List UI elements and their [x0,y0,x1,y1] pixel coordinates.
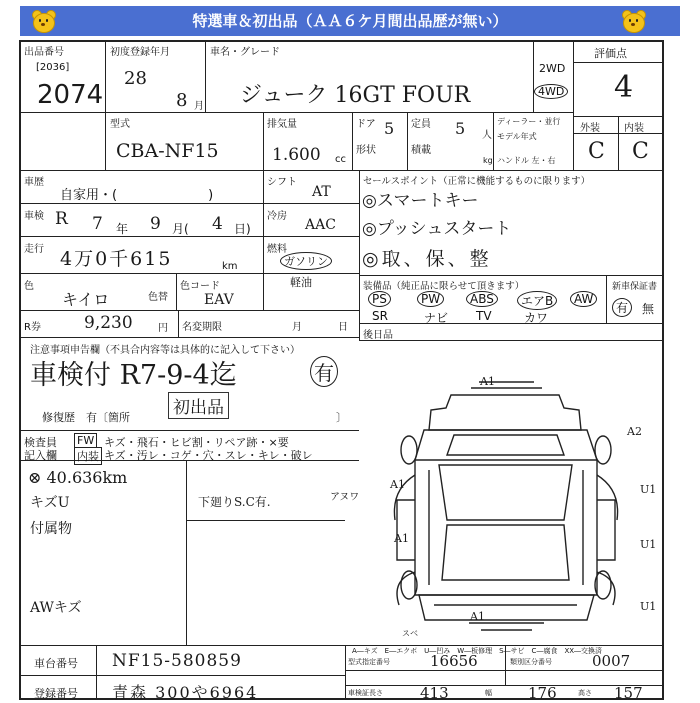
displacement-unit: cc [335,154,346,165]
height-label: 高さ [578,689,592,697]
notice-label: 注意事項申告欄（不具合内容等は具体的に記入して下さい） [30,345,300,356]
first-registration-label: 初度登録年月 [110,47,170,58]
displacement-value: 1.600 [272,145,321,165]
dealer-label: ディーラー・並行 [497,117,561,126]
fuel-diesel: 軽油 [290,276,312,289]
mileage-value: 4万0千615 [60,248,173,270]
car-name-label: 車名・グレード [210,47,280,58]
length-value: 413 [420,684,449,702]
fuel-gasoline-circled: ガソリン [280,252,332,270]
ac-label: 冷房 [267,211,287,222]
inspector-label: 検査員 [24,436,57,449]
chassis-label: 車台番号 [34,657,78,670]
load-label: 積載 [411,145,431,156]
height-value: 157 [614,684,643,702]
fuel-label: 燃料 [267,244,287,255]
repair-bracket: 〕 [336,411,347,424]
length-label: 車検証長さ [348,689,383,697]
exterior-grade: C [588,139,605,164]
inspector-fw: FW [74,433,97,448]
recycle-unit: 円 [158,323,168,334]
inspection-month: 9 [150,214,161,234]
color-label: 色 [24,281,34,292]
equipment-abs-circled: ABS [466,291,498,307]
grade-value: 4 [614,70,634,105]
color-code-label: 色コード [180,281,220,292]
registration-label: 登録番号 [34,687,78,700]
notes-line: AWキズ [30,600,82,616]
displacement-label: 排気量 [267,119,297,130]
damage-mark: A2 [627,425,642,438]
interior-grade: C [632,139,649,164]
lot-code: [2036] [36,62,70,73]
warranty-no: 無 [642,302,655,316]
exterior-label: 外装 [580,123,600,134]
damage-mark: スベ [402,629,418,638]
banner-title: 特選車＆初出品（ＡＡ６ケ月間出品歴が無い） [192,12,508,30]
damage-mark: U1 [640,538,657,551]
registration-value: 青森 300や6964 [112,683,259,702]
history-label: 車歴 [24,177,44,188]
rear-items-label: 後日品 [363,330,393,341]
damage-mark: A1 [470,610,485,623]
equipment-airbag-circled: エアB [517,291,557,310]
first-registration-month: 8 [176,90,188,111]
equipment-aw-circled: AW [570,291,597,307]
handle-label: ハンドル 左・右 [497,156,556,165]
inspection-label: 車検 [24,211,44,222]
notice-circled-mark: 有 [310,356,338,387]
capacity-unit: 人 [482,130,492,141]
capacity-label: 定員 [411,119,431,130]
damage-mark: A1 [480,375,495,388]
class-number-label: 類別区分番号 [510,658,552,666]
mascot-bear-icon [620,8,646,34]
chassis-value: NF15-580859 [112,651,242,671]
sales-point-item: ◎取、保、整 [362,248,492,270]
width-label: 幅 [485,689,492,697]
warranty-label: 新車保証書 [612,282,658,292]
notes-mileage: ⊗ 40.636km [28,468,128,487]
first-registration-month-unit: 月 [194,101,204,112]
name-change-month: 月 [292,322,302,333]
inspection-era: R [55,209,68,229]
notes-line: キズU [30,495,70,511]
mileage-label: 走行 [24,244,44,255]
inspection-month-unit: 月( [172,222,189,236]
notes-underbody: 下廻りS.C有. [198,495,271,509]
load-unit: kg [483,156,493,165]
history-value: 自家用・( ) [60,188,214,203]
notice-text: 車検付 R7-9-4迄 [30,360,237,391]
model-year-label: モデル年式 [497,132,537,141]
drive-2wd: 2WD [539,62,566,75]
width-value: 176 [528,684,557,702]
color-value: キイロ [62,290,110,309]
name-change-label: 名変期限 [182,322,222,333]
inspection-year: 7 [92,214,103,234]
damage-mark: U1 [640,600,657,613]
equipment-tv: TV [476,309,492,323]
interior-items: キズ・汚レ・コゲ・穴・スレ・キレ・破レ [104,449,313,462]
color-code: EAV [204,292,234,308]
sales-points-label: セールスポイント（正常に機能するものに限ります） [363,176,591,187]
type-number: 16656 [430,652,478,670]
equipment-leather: カワ [524,311,549,325]
warranty-yes-circled: 有 [612,298,632,317]
drive-4wd-circled: 4WD [534,84,568,99]
doors-value: 5 [384,119,395,138]
sales-point-item: ◎プッシュスタート [362,219,512,239]
inspection-day: 4 [212,214,223,234]
color-swap-label: 色替 [148,292,168,303]
recycle-value: 9,230 [84,313,133,333]
damage-mark: A1 [390,478,405,491]
capacity-value: 5 [455,119,466,138]
ac-value: AAC [305,217,336,233]
recycle-label: R券 [24,322,41,333]
equipment-label: 装備品（純正品に限らせて頂きます） [363,281,525,292]
damage-mark: U1 [640,483,657,496]
shape-label: 形状 [356,145,376,156]
shift-label: シフト [267,177,297,188]
recorder-label: 記入欄 [24,449,57,462]
shift-value: AT [312,184,331,200]
first-registration-year: 28 [124,68,147,89]
equipment-navi: ナビ [424,311,449,325]
damage-mark: A1 [394,532,409,545]
type-number-label: 型式指定番号 [348,658,390,666]
mileage-unit: km [222,261,238,272]
notes-underbody-tail: アヌワ [330,492,360,503]
diagram-legend: A―キズ E―エクボ U―凹み W―板修理 S―サビ C―腐食 XX―交換済 [352,647,603,655]
doors-label: ドア [356,119,376,130]
notes-line: 付属物 [30,521,72,537]
interior-items-label: 内装 [74,447,102,465]
equipment-pw-circled: PW [417,291,444,307]
car-damage-diagram [359,340,664,645]
car-name-value: ジューク 16GT FOUR [240,83,471,108]
lot-number: 2074 [37,80,104,110]
sales-point-item: ◎スマートキー [362,191,479,211]
model-label: 型式 [110,119,130,130]
equipment-ps-circled: PS [368,291,391,307]
lot-label: 出品番号 [24,47,64,58]
mascot-bear-icon [30,8,56,34]
first-listing-stamp: 初出品 [168,392,229,419]
repair-history-label: 修復歴 有〔箇所 [42,411,130,424]
model-value: CBA-NF15 [116,140,219,162]
inspection-year-unit: 年 [116,222,129,236]
equipment-sr: SR [372,309,388,323]
interior-label: 内装 [624,123,644,134]
grade-label: 評価点 [594,47,627,60]
inspector-items: キズ・飛石・ヒビ割・リペア跡・×要 [104,436,289,449]
name-change-day: 日 [338,322,348,333]
class-number: 0007 [592,652,631,670]
inspection-day-unit: 日) [234,222,251,236]
